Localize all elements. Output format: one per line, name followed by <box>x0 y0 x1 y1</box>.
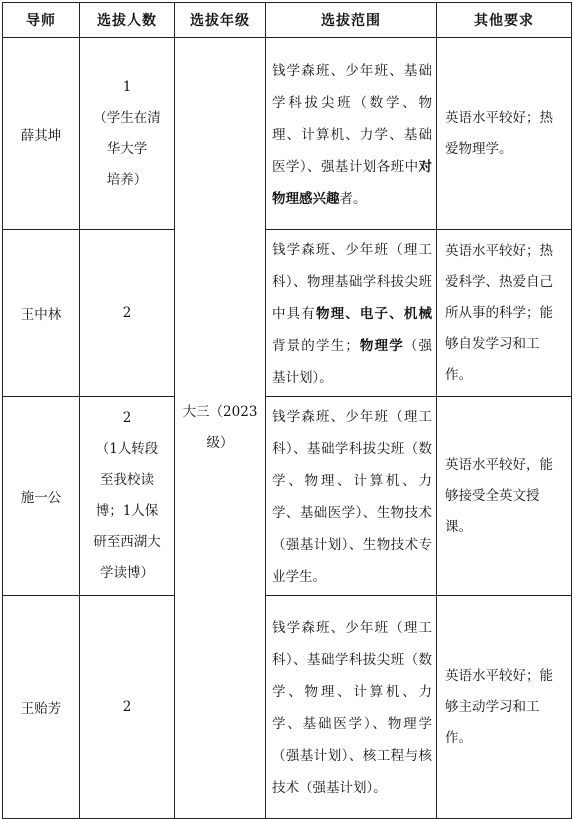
mentor-name: 薛其坤 <box>3 38 80 230</box>
selection-range: 钱学森班、少年班（理工科）、基础学科拔尖班（数学、物理、计算机、力学、基础医学）、物理学（强基计划）、核工程与核技术（强基计划）。 <box>266 596 437 819</box>
mentor-name: 王中林 <box>3 230 80 397</box>
selection-range: 钱学森班、少年班（理工科）、物理基础学科拔尖班中具有物理、电子、机械背景的学生；物理学（强基计划）。 <box>266 230 437 397</box>
table-row <box>3 230 572 397</box>
mentor-name: 王贻芳 <box>3 596 80 819</box>
selection-table <box>2 2 572 819</box>
selection-range: 钱学森班、少年班、基础学科拔尖班（数学、物理、计算机、力学、基础医学）、强基计划各班中对物理感兴趣者。 <box>266 38 437 230</box>
selection-count: 1 （学生在清 华大学 培养） <box>80 38 175 230</box>
header-row <box>3 3 572 38</box>
header-grade: 选拔年级 <box>175 3 266 38</box>
other-requirements: 英语水平较好；热爱科学、热爱自己所从事的科学；能够自发学习和工作。 <box>437 230 572 397</box>
selection-count: 2 （1人转段 至我校读 博；1人保 研至西湖大 学读博） <box>80 397 175 596</box>
selection-range: 钱学森班、少年班（理工科）、基础学科拔尖班（数学、物理、计算机、力学、基础医学）、生物技术（强基计划）、生物技术专业学生。 <box>266 397 437 596</box>
header-mentor: 导师 <box>3 3 80 38</box>
header-range: 选拔范围 <box>266 3 437 38</box>
other-requirements: 英语水平较好；热爱物理学。 <box>437 38 572 230</box>
selection-grade: 大三（2023 级） <box>175 38 266 819</box>
selection-count: 2 <box>80 230 175 397</box>
header-count: 选拔人数 <box>80 3 175 38</box>
selection-count: 2 <box>80 596 175 819</box>
table-row <box>3 397 572 596</box>
mentor-name: 施一公 <box>3 397 80 596</box>
other-requirements: 英语水平较好；能够主动学习和工作。 <box>437 596 572 819</box>
header-other: 其他要求 <box>437 3 572 38</box>
table-row <box>3 596 572 819</box>
other-requirements: 英语水平较好，能够接受全英文授课。 <box>437 397 572 596</box>
table-row <box>3 38 572 230</box>
